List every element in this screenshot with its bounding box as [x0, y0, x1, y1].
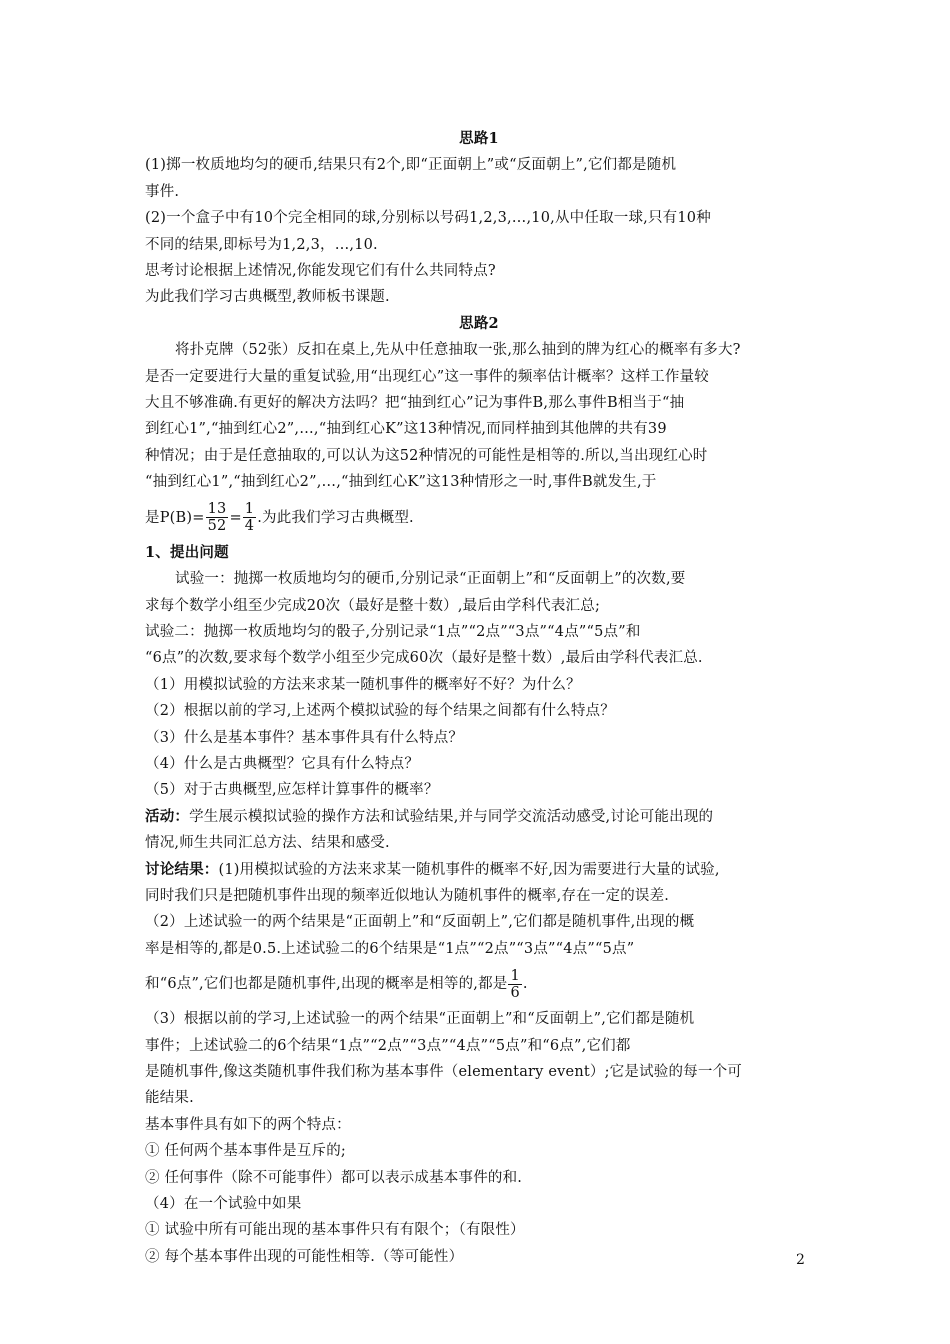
paragraph: 事件. — [145, 183, 180, 200]
paragraph: 种情况；由于是任意抽取的,可以认为这52种情况的可能性是相等的.所以,当出现红心时 — [145, 447, 708, 464]
question-item: （4）什么是古典概型？它具有什么特点？ — [145, 755, 420, 772]
list-item: ① 任何两个基本事件是互斥的; — [145, 1143, 346, 1160]
page-number: 2 — [796, 1252, 805, 1268]
paragraph: 思考讨论根据上述情况,你能发现它们有什么共同特点? — [145, 263, 496, 280]
text: 是P(B)= — [145, 509, 205, 526]
fraction — [243, 501, 256, 534]
text: 和“6点”,它们也都是随机事件,出现的概率是相等的,都是 — [145, 976, 508, 993]
paragraph: 试验二：抛掷一枚质地均匀的骰子,分别记录“1点”“2点”“3点”“4点”“5点”和 — [145, 623, 641, 640]
text: = — [229, 509, 242, 526]
heading-idea-2: 思路2 — [459, 314, 499, 332]
paragraph: (2)一个盒子中有10个完全相同的球,分别标以号码1,2,3,…,10,从中任取一球,只有10种 — [145, 210, 711, 227]
activity-label: 活动： — [145, 807, 190, 825]
list-item: ② 每个基本事件出现的可能性相等.（等可能性） — [145, 1248, 464, 1265]
paragraph: 能结果. — [145, 1090, 194, 1107]
numerator: 13 — [207, 501, 227, 518]
paragraph: 大且不够准确.有更好的解决方法吗？把“抽到红心”记为事件B,那么事件B相当于“抽 — [145, 395, 685, 412]
paragraph: 到红心1”,“抽到红心2”,…,“抽到红心K”这13种情况,而同样抽到其他牌的共有39 — [145, 421, 667, 438]
paragraph: 基本事件具有如下的两个特点： — [145, 1116, 351, 1133]
section-heading: 1、提出问题 — [145, 543, 229, 561]
denominator: 6 — [510, 984, 520, 1001]
formula-line — [145, 962, 813, 1006]
paragraph: 试验一：抛掷一枚质地均匀的硬币,分别记录“正面朝上”和“反面朝上”的次数,要 — [175, 571, 686, 588]
question-item: （2）根据以前的学习,上述两个模拟试验的每个结果之间都有什么特点？ — [145, 703, 615, 720]
paragraph: 求每个数学小组至少完成20次（最好是整十数）,最后由学科代表汇总; — [145, 597, 601, 614]
heading-idea-1: 思路1 — [459, 130, 499, 147]
paragraph: 是随机事件,像这类随机事件我们称为基本事件（elementary event）;它是试验的每一个可 — [145, 1064, 742, 1080]
formula-line — [145, 496, 813, 540]
paragraph: 是否一定要进行大量的重复试验,用“出现红心”这一事件的频率估计概率？这样工作量较 — [145, 368, 709, 385]
text: (1)用模拟试验的方法来求某一随机事件的概率不好,因为需要进行大量的试验, — [218, 861, 720, 878]
question-item: （3）什么是基本事件？基本事件具有什么特点？ — [145, 729, 464, 746]
question-item: （5）对于古典概型,应怎样计算事件的概率？ — [145, 782, 439, 799]
text: . — [522, 976, 528, 993]
paragraph: 情况,师生共同汇总方法、结果和感受. — [145, 835, 390, 852]
paragraph: 不同的结果,即标号为1,2,3，…,10. — [145, 236, 378, 253]
text: 学生展示模拟试验的操作方法和试验结果,并与同学交流活动感受,讨论可能出现的 — [189, 808, 714, 825]
paragraph: （4）在一个试验中如果 — [145, 1196, 302, 1213]
list-item: ① 试验中所有可能出现的基本事件只有有限个；（有限性） — [145, 1222, 525, 1239]
paragraph: 为此我们学习古典概型,教师板书课题. — [145, 289, 390, 306]
discussion-label: 讨论结果： — [145, 860, 219, 878]
paragraph: 事件；上述试验二的6个结果“1点”“2点”“3点”“4点”“5点”和“6点”,它们都 — [145, 1037, 631, 1054]
paragraph: (1)掷一枚质地均匀的硬币,结果只有2个,即“正面朝上”或“反面朝上”,它们都是随机 — [145, 157, 677, 174]
fraction — [508, 968, 521, 1001]
paragraph: 将扑克牌（52张）反扣在桌上,先从中任意抽取一张,那么抽到的牌为红心的概率有多大? — [175, 342, 741, 359]
paragraph: （2）上述试验一的两个结果是“正面朝上”和“反面朝上”,它们都是随机事件,出现的概 — [145, 914, 695, 931]
text: .为此我们学习古典概型. — [257, 509, 414, 526]
paragraph: “抽到红心1”,“抽到红心2”,…,“抽到红心K”这13种情形之一时,事件B就发生,于 — [145, 474, 657, 491]
paragraph — [145, 857, 813, 883]
numerator: 1 — [510, 967, 520, 984]
paragraph: 同时我们只是把随机事件出现的频率近似地认为随机事件的概率,存在一定的误差. — [145, 887, 670, 904]
denominator: 4 — [244, 518, 255, 535]
paragraph — [145, 804, 813, 830]
paragraph: 率是相等的,都是0.5.上述试验二的6个结果是“1点”“2点”“3点”“4点”“5点” — [145, 940, 635, 957]
document-body — [145, 126, 813, 1270]
numerator: 1 — [244, 501, 255, 518]
list-item: ② 任何事件（除不可能事件）都可以表示成基本事件的和. — [145, 1169, 523, 1186]
question-item: （1）用模拟试验的方法来求某一随机事件的概率好不好？为什么？ — [145, 676, 581, 693]
fraction — [206, 501, 229, 534]
paragraph: （3）根据以前的学习,上述试验一的两个结果“正面朝上”和“反面朝上”,它们都是随机 — [145, 1011, 695, 1028]
paragraph: “6点”的次数,要求每个数学小组至少完成60次（最好是整十数）,最后由学科代表汇总. — [145, 650, 703, 667]
denominator: 52 — [207, 518, 227, 535]
